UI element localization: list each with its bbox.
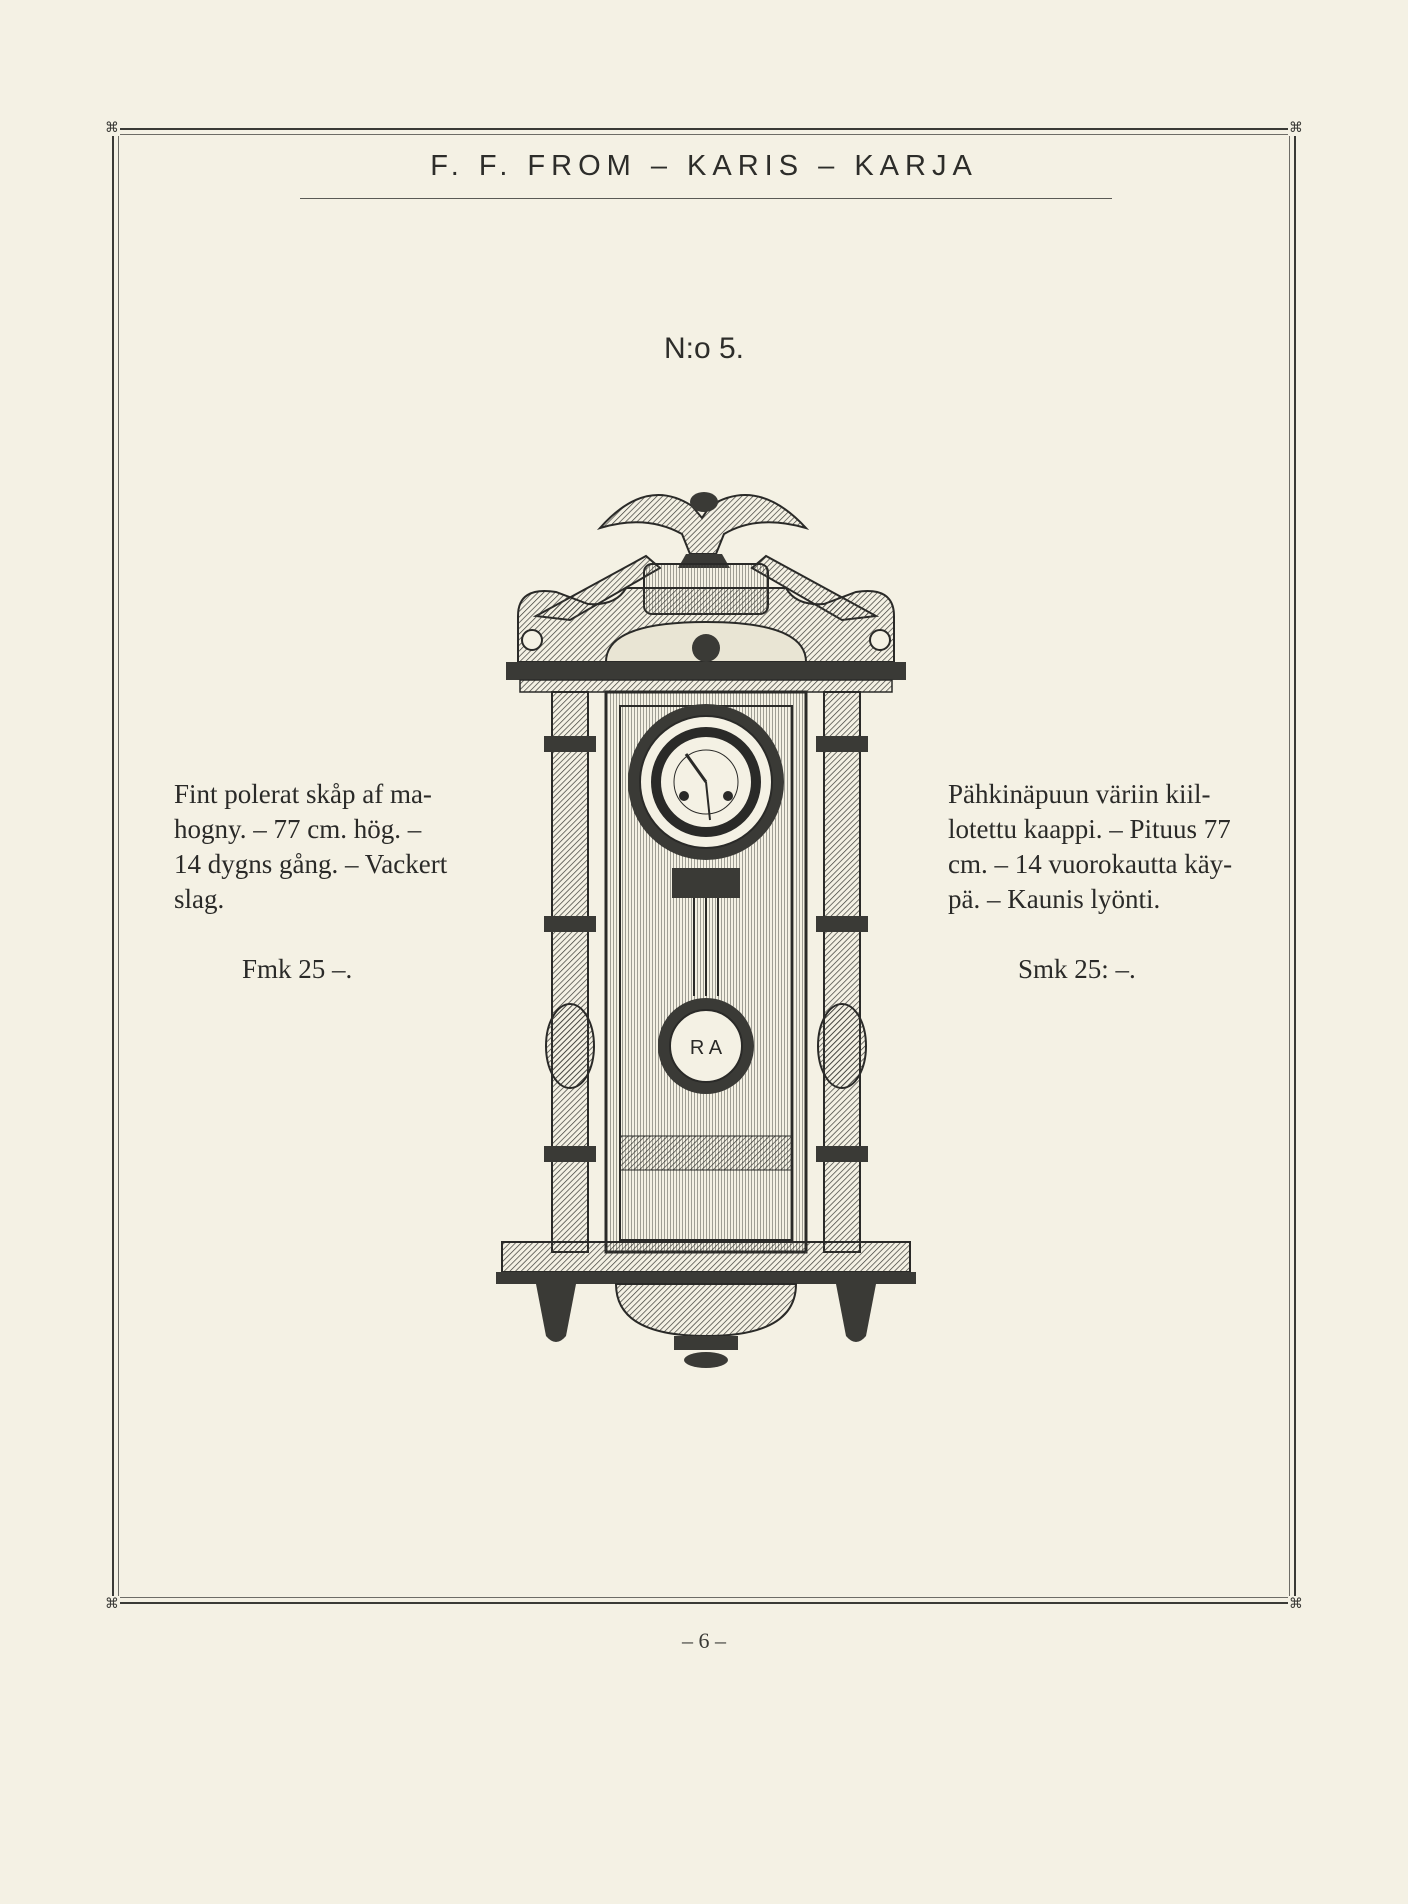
page-number: – 6 –: [682, 1628, 726, 1653]
model-number: N:o 5.: [663, 332, 745, 365]
right-column: [816, 692, 868, 1252]
description-line: 14 dygns gång. – Vackert: [174, 849, 448, 879]
price-finnish: Smk 25: –.: [1018, 954, 1136, 984]
description-line: Fint polerat skåp af ma-: [174, 779, 432, 809]
description-line: slag.: [174, 884, 225, 914]
description-line: pä. – Kaunis lyönti.: [948, 884, 1161, 914]
corner-ornament-icon: ⌘: [1289, 120, 1303, 136]
left-column: [544, 692, 596, 1252]
price-swedish: Fmk 25 –.: [242, 954, 353, 984]
pediment: [518, 556, 894, 662]
header-rule: [300, 198, 1112, 199]
description-line: Pähkinäpuun väriin kiil-: [948, 779, 1211, 809]
pendulum-letters: R A: [689, 1037, 723, 1059]
corner-ornament-icon: ⌘: [105, 1596, 119, 1612]
description-line: lotettu kaappi. – Pituus 77: [948, 814, 1231, 844]
corner-ornament-icon: ⌘: [105, 120, 119, 136]
description-line: hogny. – 77 cm. hög. –: [174, 814, 422, 844]
description-finnish: [948, 777, 1308, 917]
description-swedish: [174, 777, 534, 917]
company-header: F. F. FROM – KARIS – KARJA: [430, 150, 978, 182]
description-line: cm. – 14 vuorokautta käy-: [948, 849, 1233, 879]
wall-clock-illustration: [496, 436, 916, 1368]
corner-ornament-icon: ⌘: [1289, 1596, 1303, 1612]
clock-face-icon: [628, 704, 784, 860]
eagle-crest-icon: [600, 492, 806, 568]
